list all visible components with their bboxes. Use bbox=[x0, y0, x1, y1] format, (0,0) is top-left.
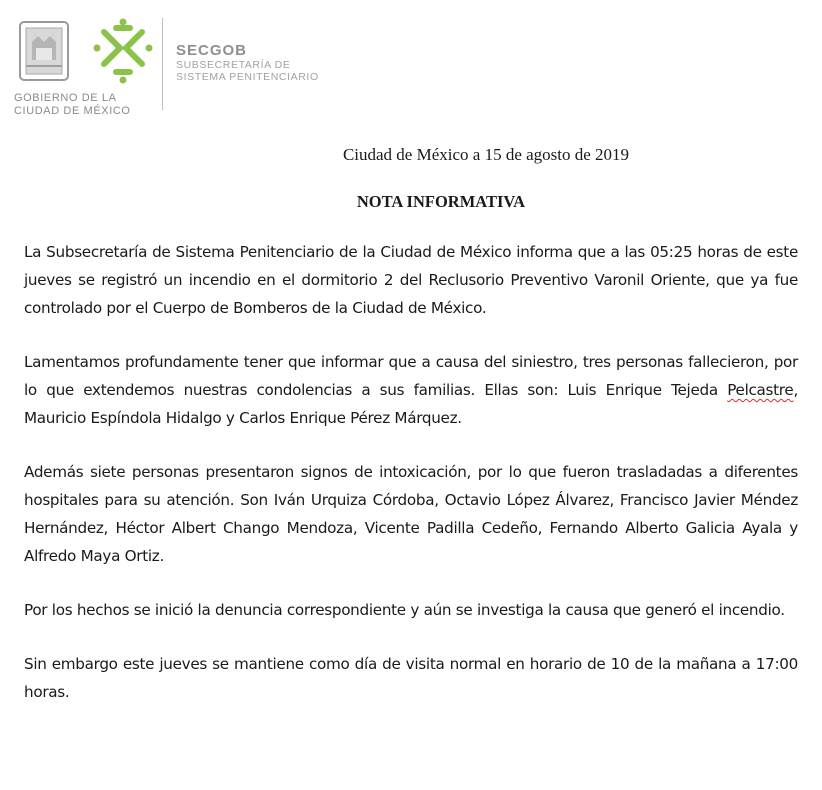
suborg-line-1: SUBSECRETARÍA DE bbox=[176, 59, 291, 71]
gobierno-line-1: GOBIERNO DE LA bbox=[14, 92, 117, 104]
date-line: Ciudad de México a 15 de agosto de 2019 bbox=[342, 145, 630, 164]
paragraph-2-text-a: Lamentamos profundamente tener que informar que a causa del siniestro, tres personas fallecieron, por lo que extendemos nuestras condolencias a sus familias. Ellas son: Luis Enrique Tejeda bbox=[24, 353, 798, 399]
document-body bbox=[24, 238, 798, 732]
gobierno-line-2: CIUDAD DE MÉXICO bbox=[14, 105, 131, 117]
cdmx-logo-mark-icon bbox=[92, 18, 154, 84]
paragraph-3: Además siete personas presentaron signos de intoxicación, por lo que fueron trasladadas a diferentes hospitales para su atención. Son Iván Urquiza Córdoba, Octavio López Álvarez, Francisco Javier Méndez Hernández, Héctor Albert Chango Mendoza, Vicente Padilla Cedeño, Fernando Alberto Galicia Ayala y Alfredo Maya Ortiz. bbox=[24, 463, 798, 565]
secgob-label bbox=[176, 42, 319, 83]
cdmx-shield-icon bbox=[18, 20, 70, 82]
paragraph-4: Por los hechos se inició la denuncia correspondiente y aún se investiga la causa que generó el incendio. bbox=[24, 601, 785, 619]
org-name: SECGOB bbox=[176, 42, 248, 59]
paragraph-1: La Subsecretaría de Sistema Penitenciario de la Ciudad de México informa que a las 05:25 horas de este jueves se registró un incendio en el dormitorio 2 del Reclusorio Preventivo Varonil Oriente, que ya fue controlado por el Cuerpo de Bomberos de la Ciudad de México. bbox=[24, 243, 798, 317]
paragraph-2-text-c: , Mauricio Espíndola Hidalgo y Carlos Enrique Pérez Márquez. bbox=[24, 381, 798, 427]
gobierno-label bbox=[14, 92, 154, 118]
document-title: NOTA INFORMATIVA bbox=[356, 192, 526, 211]
letterhead-divider bbox=[162, 18, 163, 110]
paragraph-2 bbox=[24, 348, 798, 432]
spellcheck-underlined-word: Pelcastre bbox=[727, 381, 794, 399]
letterhead bbox=[14, 14, 374, 124]
suborg-line-2: SISTEMA PENITENCIARIO bbox=[176, 71, 319, 83]
paragraph-5: Sin embargo este jueves se mantiene como día de visita normal en horario de 10 de la mañana a 17:00 horas. bbox=[24, 655, 798, 701]
